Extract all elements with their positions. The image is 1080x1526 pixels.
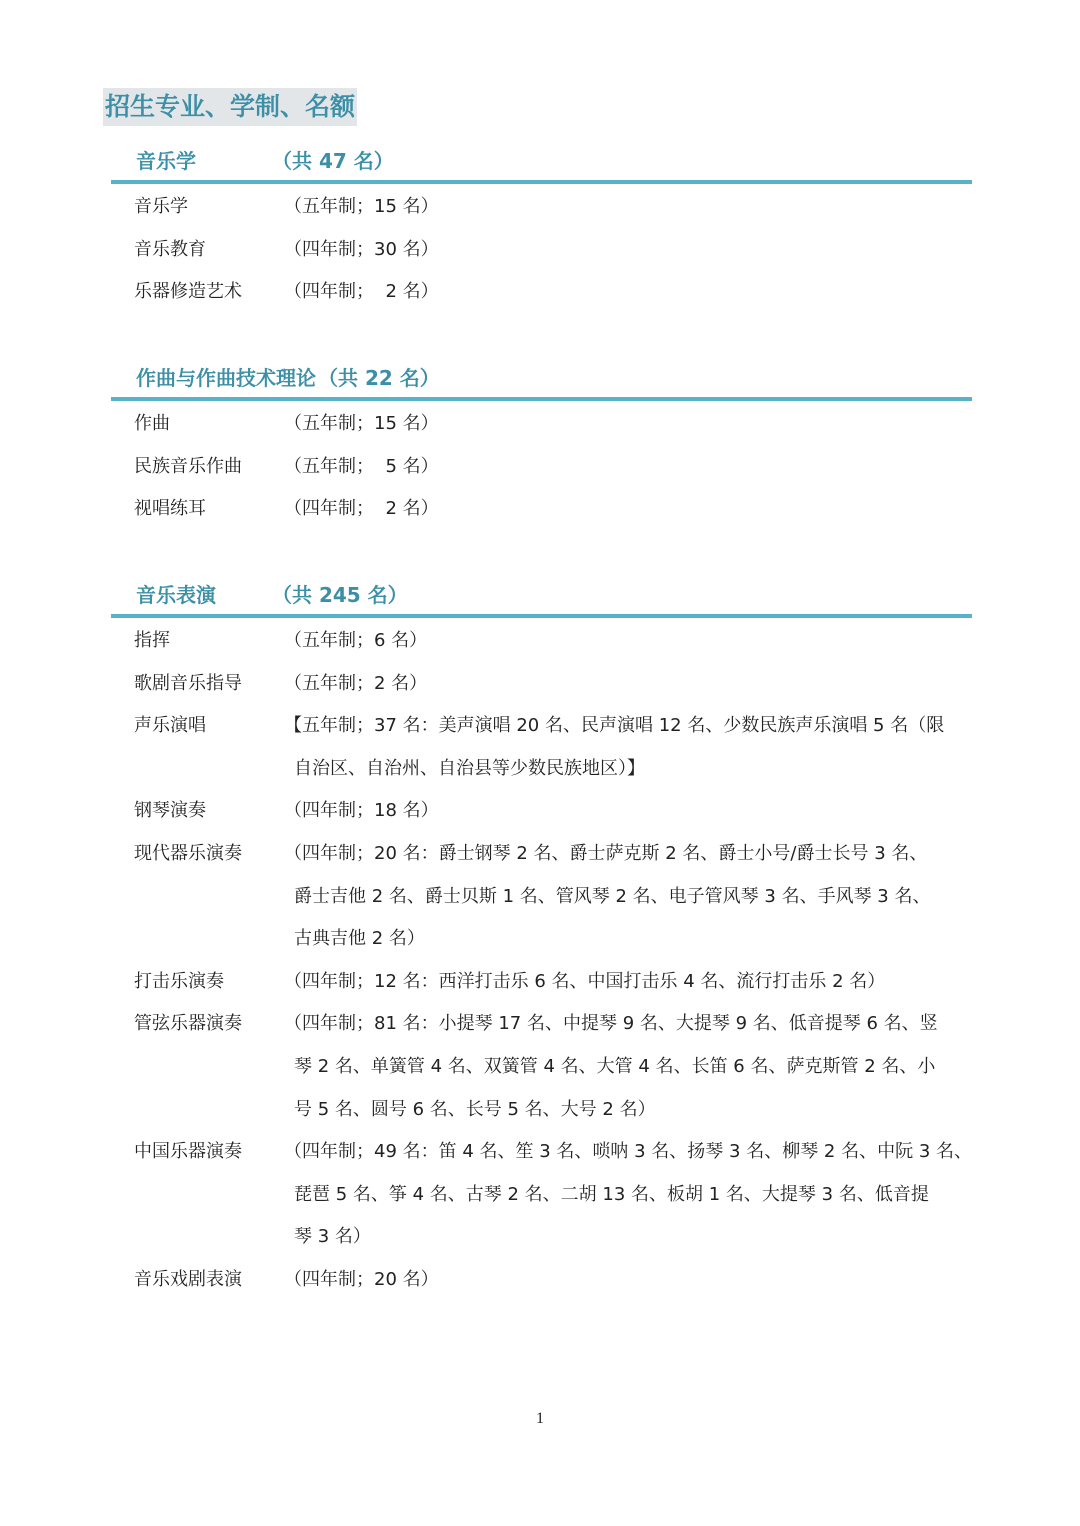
major-name: 指挥 bbox=[134, 630, 170, 651]
detail-line: 号 5 名、圆号 6 名、长号 5 名、大号 2 名） bbox=[294, 1098, 656, 1120]
section-total: （共 47 名） bbox=[272, 149, 394, 173]
major-name: 乐器修造艺术 bbox=[134, 281, 242, 303]
detail-line: （五年制；2 名） bbox=[284, 672, 428, 694]
page-title: 招生专业、学制、名额 bbox=[103, 88, 357, 126]
section-name: 作曲与作曲技术理论 bbox=[136, 366, 316, 390]
detail-line: （四年制； 2 名） bbox=[284, 498, 439, 520]
major-name: 中国乐器演奏 bbox=[134, 1141, 242, 1163]
detail-line: 自治区、自治州、自治县等少数民族地区）】 bbox=[294, 757, 645, 779]
major-row bbox=[0, 961, 1080, 1004]
major-detail bbox=[284, 446, 980, 489]
section-divider bbox=[111, 180, 972, 184]
detail-line: 【五年制；37 名：美声演唱 20 名、民声演唱 12 名、少数民族声乐演唱 5 名（限 bbox=[284, 715, 945, 737]
major-detail bbox=[284, 403, 980, 446]
major-name: 钢琴演奏 bbox=[134, 800, 206, 822]
major-name: 现代器乐演奏 bbox=[134, 842, 242, 864]
major-row bbox=[0, 1259, 1080, 1302]
section-name: 音乐学 bbox=[136, 149, 196, 173]
major-row bbox=[0, 620, 1080, 663]
major-row bbox=[0, 403, 1080, 446]
major-row bbox=[0, 446, 1080, 489]
major-detail bbox=[284, 961, 980, 1004]
major-detail bbox=[284, 1259, 980, 1302]
major-row bbox=[0, 705, 1080, 790]
major-name: 打击乐演奏 bbox=[134, 970, 224, 992]
major-detail bbox=[284, 186, 980, 229]
major-row bbox=[0, 663, 1080, 706]
detail-line: 琵琶 5 名、筝 4 名、古琴 2 名、二胡 13 名、板胡 1 名、大提琴 3 名、低音提 bbox=[294, 1183, 929, 1205]
major-detail bbox=[284, 1131, 980, 1259]
detail-line: 爵士吉他 2 名、爵士贝斯 1 名、管风琴 2 名、电子管风琴 3 名、手风琴 3 名、 bbox=[294, 885, 931, 907]
major-row bbox=[0, 790, 1080, 833]
major-name: 歌剧音乐指导 bbox=[134, 672, 242, 694]
section-total: （共 22 名） bbox=[318, 366, 440, 390]
detail-line: （四年制；30 名） bbox=[284, 238, 439, 260]
major-name: 视唱练耳 bbox=[134, 498, 206, 520]
detail-line: （五年制； 5 名） bbox=[284, 455, 439, 477]
detail-line: （四年制；20 名：爵士钢琴 2 名、爵士萨克斯 2 名、爵士小号/爵士长号 3 名、 bbox=[284, 842, 928, 864]
detail-line: （四年制；20 名） bbox=[284, 1268, 439, 1290]
major-name: 民族音乐作曲 bbox=[134, 455, 242, 477]
detail-line: 琴 2 名、单簧管 4 名、双簧管 4 名、大管 4 名、长笛 6 名、萨克斯管 2 名、小 bbox=[294, 1055, 936, 1077]
detail-line: （五年制；6 名） bbox=[284, 630, 428, 651]
major-detail bbox=[284, 271, 980, 314]
page-number: 1 bbox=[536, 1410, 544, 1427]
detail-line: （五年制；15 名） bbox=[284, 196, 439, 217]
detail-line: （四年制； 2 名） bbox=[284, 281, 439, 303]
major-detail bbox=[284, 1003, 980, 1131]
major-detail bbox=[284, 620, 980, 663]
major-name: 音乐学 bbox=[134, 196, 188, 217]
major-row bbox=[0, 229, 1080, 272]
major-row bbox=[0, 488, 1080, 531]
major-detail bbox=[284, 833, 980, 961]
major-list bbox=[0, 620, 1080, 1302]
major-detail bbox=[284, 705, 980, 790]
detail-line: 古典吉他 2 名） bbox=[294, 928, 425, 950]
major-detail bbox=[284, 488, 980, 531]
major-detail bbox=[284, 229, 980, 272]
detail-line: （四年制；18 名） bbox=[284, 800, 439, 822]
major-name: 作曲 bbox=[134, 413, 170, 434]
section-divider bbox=[111, 397, 972, 401]
major-row bbox=[0, 833, 1080, 961]
major-detail bbox=[284, 663, 980, 706]
major-name: 声乐演唱 bbox=[134, 715, 206, 737]
major-row bbox=[0, 186, 1080, 229]
section-divider bbox=[111, 614, 972, 618]
detail-line: （四年制；12 名：西洋打击乐 6 名、中国打击乐 4 名、流行打击乐 2 名） bbox=[284, 970, 886, 992]
major-name: 管弦乐器演奏 bbox=[134, 1013, 242, 1035]
major-detail bbox=[284, 790, 980, 833]
detail-line: （四年制；81 名：小提琴 17 名、中提琴 9 名、大提琴 9 名、低音提琴 6 名、竖 bbox=[284, 1013, 938, 1035]
major-row bbox=[0, 271, 1080, 314]
major-row bbox=[0, 1131, 1080, 1259]
section-name: 音乐表演 bbox=[136, 583, 216, 607]
section-total: （共 245 名） bbox=[272, 583, 408, 607]
detail-line: 琴 3 名） bbox=[294, 1226, 371, 1248]
detail-line: （四年制；49 名：笛 4 名、笙 3 名、唢呐 3 名、扬琴 3 名、柳琴 2 名、中阮 3 名、 bbox=[284, 1141, 972, 1163]
detail-line: （五年制；15 名） bbox=[284, 413, 439, 434]
major-name: 音乐教育 bbox=[134, 238, 206, 260]
major-name: 音乐戏剧表演 bbox=[134, 1268, 242, 1290]
major-list bbox=[0, 403, 1080, 531]
major-row bbox=[0, 1003, 1080, 1131]
major-list bbox=[0, 186, 1080, 314]
